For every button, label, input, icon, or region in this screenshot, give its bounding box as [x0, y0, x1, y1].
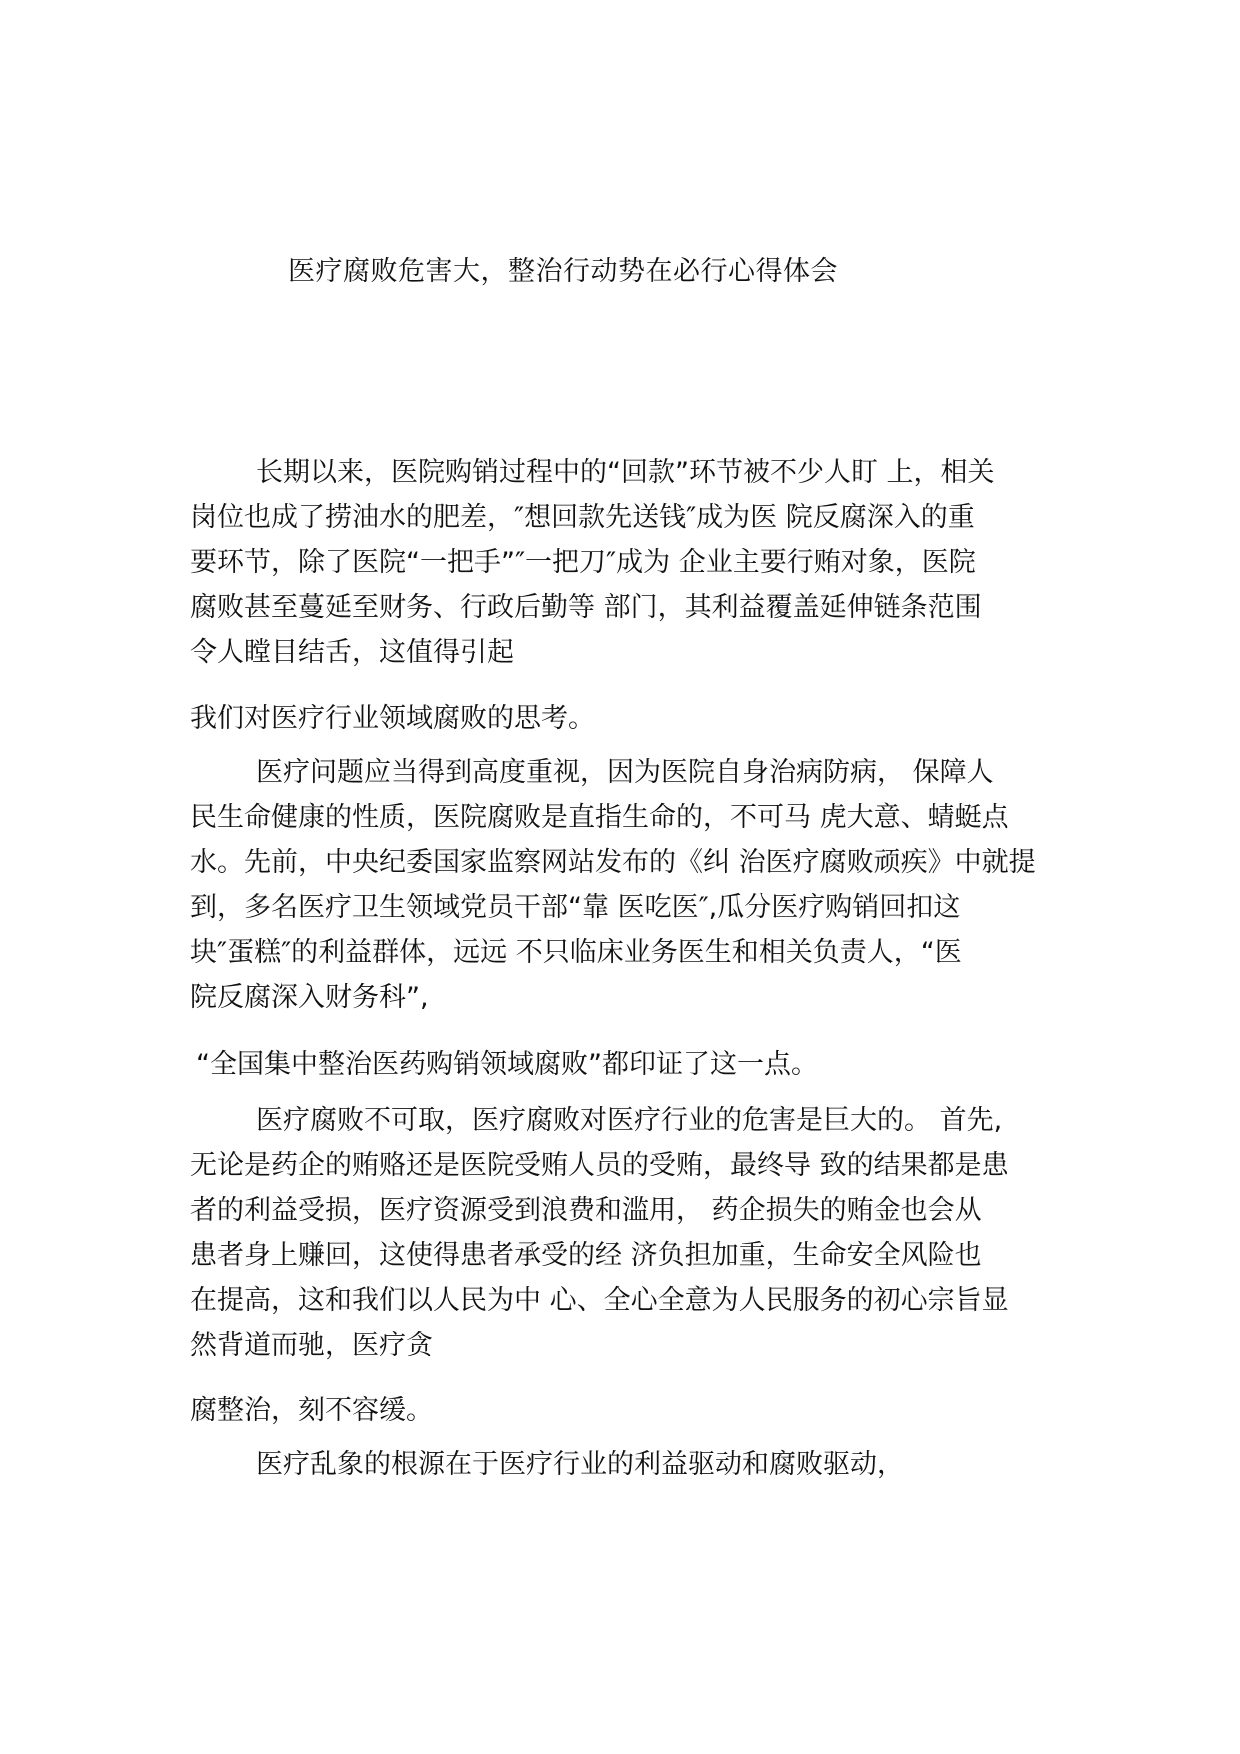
paragraph-line: 医疗腐败不可取，医疗腐败对医疗行业的危害是巨大的。 首先, [256, 1105, 1003, 1136]
paragraph-1 [190, 450, 1090, 675]
paragraph-6 [190, 1388, 1090, 1433]
document-title: 医疗腐败危害大，整治行动势在必行心得体会 [288, 256, 838, 287]
paragraph-line: 岗位也成了捞油水的肥差，″想回款先送钱″成为医 院反腐深入的重 [190, 502, 975, 533]
paragraph-line: 腐败甚至蔓延至财务、行政后勤等 部门，其利益覆盖延伸链条范围 [190, 592, 982, 623]
paragraph-2 [190, 696, 1090, 741]
paragraph-line: 民生命健康的性质，医院腐败是直指生命的，不可马 虎大意、蜻蜓点 [190, 802, 1009, 833]
paragraph-7 [190, 1442, 1090, 1487]
paragraph-line: 患者身上赚回，这使得患者承受的经 济负担加重，生命安全风险也 [190, 1240, 982, 1271]
paragraph-line: “全国集中整治医药购销领域腐败”都印证了这一点。 [196, 1049, 818, 1080]
paragraph-line: 腐整治，刻不容缓。 [190, 1395, 433, 1426]
paragraph-line: 到，多名医疗卫生领域党员干部“靠 医吃医″,瓜分医疗购销回扣这 [190, 892, 961, 923]
paragraph-5 [190, 1098, 1090, 1368]
paragraph-line: 者的利益受损，医疗资源受到浪费和滥用， 药企损失的贿金也会从 [190, 1195, 982, 1226]
paragraph-line: 块″蛋糕″的利益群体，远远 不只临床业务医生和相关负责人，“医 [190, 937, 962, 968]
paragraph-line: 然背道而驰，医疗贪 [190, 1330, 433, 1361]
paragraph-line: 医疗问题应当得到高度重视，因为医院自身治病防病， 保障人 [256, 757, 994, 788]
paragraph-line: 医疗乱象的根源在于医疗行业的利益驱动和腐败驱动， [256, 1449, 904, 1480]
paragraph-line: 长期以来，医院购销过程中的“回款”环节被不少人盯 上，相关 [256, 457, 995, 488]
paragraph-4 [196, 1042, 1096, 1087]
paragraph-line: 要环节，除了医院“一把手”″一把刀″成为 企业主要行贿对象，医院 [190, 547, 976, 578]
paragraph-3 [190, 750, 1090, 1020]
paragraph-line: 令人瞠目结舌，这值得引起 [190, 637, 514, 668]
paragraph-line: 我们对医疗行业领域腐败的思考。 [190, 703, 595, 734]
paragraph-line: 水。先前，中央纪委国家监察网站发布的《纠 治医疗腐败顽疾》中就提 [190, 847, 1036, 878]
paragraph-line: 在提高，这和我们以人民为中 心、全心全意为人民服务的初心宗旨显 [190, 1285, 1009, 1316]
paragraph-line: 无论是药企的贿赂还是医院受贿人员的受贿，最终导 致的结果都是患 [190, 1150, 1009, 1181]
paragraph-line: 院反腐深入财务科”, [190, 982, 429, 1013]
